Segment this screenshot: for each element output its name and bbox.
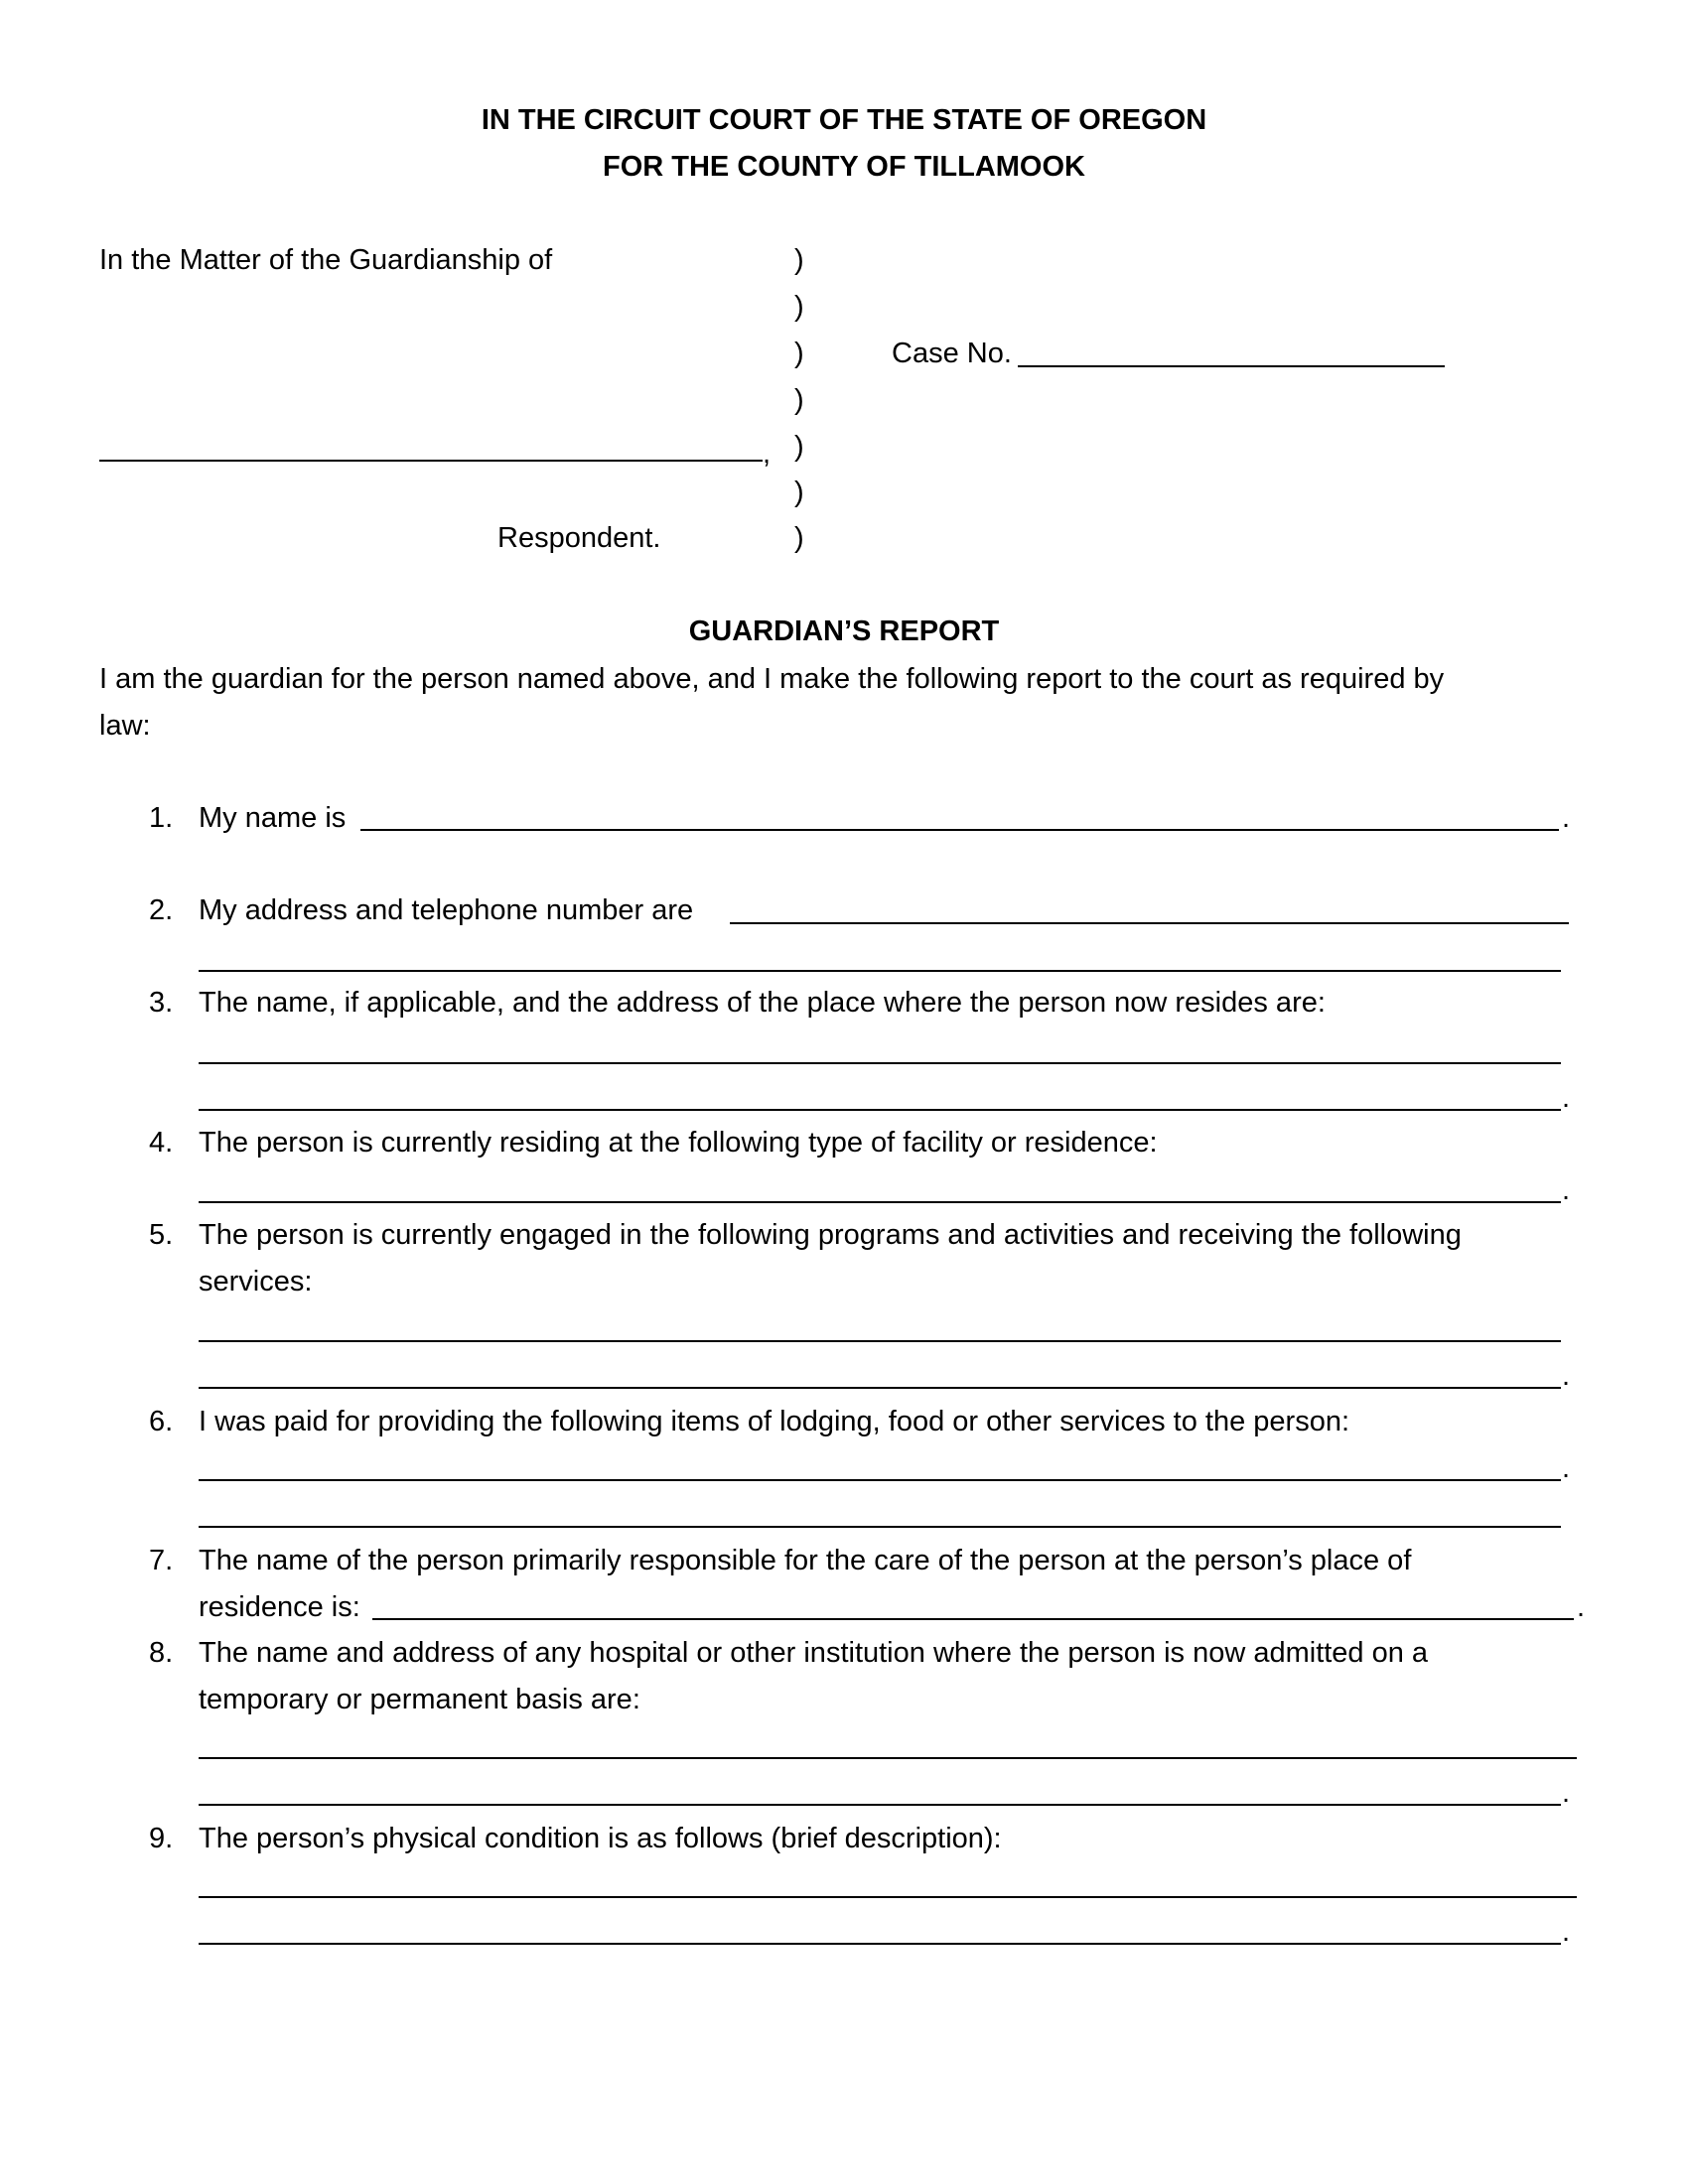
item-6-text: I was paid for providing the following items of lodging, food or other services to the person: xyxy=(199,1406,1350,1437)
item-5-text-1: The person is currently engaged in the following programs and activities and receiving the following xyxy=(199,1219,1462,1251)
caption-paren: ) xyxy=(794,384,804,416)
item-3-number: 3. xyxy=(149,987,174,1019)
item-8-period: . xyxy=(1562,1777,1571,1809)
name-field[interactable] xyxy=(360,829,1559,831)
caption-paren: ) xyxy=(794,244,804,276)
item-4-period: . xyxy=(1562,1174,1571,1206)
caption-paren: ) xyxy=(794,477,804,508)
item-3-text: The name, if applicable, and the address of the place where the person now resides are: xyxy=(199,987,1326,1019)
respondent-label: Respondent. xyxy=(497,522,661,554)
case-no-label: Case No. xyxy=(892,338,1012,369)
address-phone-field[interactable] xyxy=(730,922,1569,924)
matter-label: In the Matter of the Guardianship of xyxy=(99,244,553,276)
facility-type-field[interactable] xyxy=(199,1201,1561,1203)
court-heading-line2: FOR THE COUNTY OF TILLAMOOK xyxy=(603,151,1085,183)
residence-field-1[interactable] xyxy=(199,1062,1561,1064)
intro-line-2: law: xyxy=(99,710,151,742)
respondent-comma: , xyxy=(763,438,772,470)
item-1-number: 1. xyxy=(149,802,174,834)
programs-field-1[interactable] xyxy=(199,1340,1561,1342)
item-5-number: 5. xyxy=(149,1219,174,1251)
item-7-period: . xyxy=(1577,1591,1586,1623)
item-7-text-2: residence is: xyxy=(199,1591,360,1623)
item-9-number: 9. xyxy=(149,1823,174,1854)
item-1-text: My name is xyxy=(199,802,347,834)
item-9-period: . xyxy=(1562,1916,1571,1948)
caption-paren: ) xyxy=(794,338,804,369)
intro-line-1: I am the guardian for the person named above, and I make the following report to the court as required by xyxy=(99,663,1445,695)
respondent-name-field[interactable] xyxy=(99,460,763,462)
item-5-text-2: services: xyxy=(199,1266,313,1297)
caption-paren: ) xyxy=(794,291,804,323)
caregiver-name-field[interactable] xyxy=(372,1618,1574,1620)
caption-paren: ) xyxy=(794,522,804,554)
institution-field-2[interactable] xyxy=(199,1804,1561,1806)
address-phone-field-2[interactable] xyxy=(199,970,1561,972)
item-8-text-2: temporary or permanent basis are: xyxy=(199,1684,640,1715)
residence-field-2[interactable] xyxy=(199,1109,1561,1111)
item-7-text-1: The name of the person primarily responsible for the care of the person at the person’s place of xyxy=(199,1545,1412,1576)
case-no-field[interactable] xyxy=(1018,365,1445,367)
programs-field-2[interactable] xyxy=(199,1387,1561,1389)
item-6-period: . xyxy=(1562,1452,1571,1484)
item-6-number: 6. xyxy=(149,1406,174,1437)
paid-services-field-1[interactable] xyxy=(199,1479,1561,1481)
item-8-number: 8. xyxy=(149,1637,174,1669)
item-1-period: . xyxy=(1562,802,1571,834)
item-8-text-1: The name and address of any hospital or other institution where the person is now admitted on a xyxy=(199,1637,1429,1669)
item-7-number: 7. xyxy=(149,1545,174,1576)
item-4-text: The person is currently residing at the following type of facility or residence: xyxy=(199,1127,1158,1159)
caption-paren: ) xyxy=(794,431,804,463)
item-2-text: My address and telephone number are xyxy=(199,894,694,926)
physical-condition-field-2[interactable] xyxy=(199,1943,1561,1945)
item-3-period: . xyxy=(1562,1082,1571,1114)
paid-services-field-2[interactable] xyxy=(199,1526,1561,1528)
institution-field-1[interactable] xyxy=(199,1757,1577,1759)
item-9-text: The person’s physical condition is as follows (brief description): xyxy=(199,1823,1002,1854)
item-4-number: 4. xyxy=(149,1127,174,1159)
physical-condition-field-1[interactable] xyxy=(199,1896,1577,1898)
report-title: GUARDIAN’S REPORT xyxy=(688,615,1000,647)
item-2-number: 2. xyxy=(149,894,174,926)
item-5-period: . xyxy=(1562,1360,1571,1392)
court-heading-line1: IN THE CIRCUIT COURT OF THE STATE OF OREGON xyxy=(481,104,1207,136)
